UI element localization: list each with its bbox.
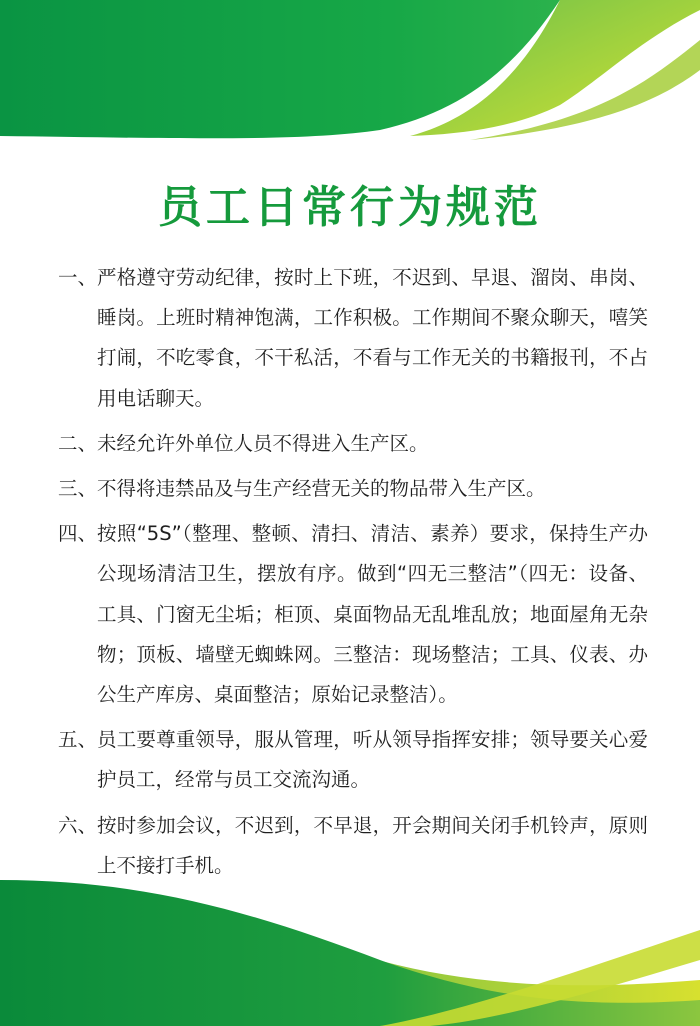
rule-number: 二、 [58, 431, 98, 455]
rule-item [58, 469, 648, 509]
rule-text: 员工要尊重领导，服从管理，听从领导指挥安排；领导要关心爱护员工，经常与员工交流沟通。 [97, 728, 648, 792]
rule-text: 未经允许外单位人员不得进入生产区。 [97, 431, 429, 455]
rule-number: 四、 [58, 522, 98, 546]
rule-item [58, 720, 648, 800]
rule-number: 五、 [58, 728, 98, 752]
rule-number: 六、 [58, 813, 98, 837]
top-green-wave-decoration [0, 0, 700, 150]
rule-text: 不得将违禁品及与生产经营无关的物品带入生产区。 [97, 477, 546, 501]
rule-text: 按照“5S”（整理、整顿、清扫、清洁、素养）要求，保持生产办公现场清洁卫生，摆放有序。做到“四无三整洁”（四无：设备、工具、门窗无尘垢；柜顶、桌面物品无乱堆乱放；地面屋角无杂物；顶板、墙壁无蜘蛛网。三整洁：现场整洁；工具、仪表、办公生产库房、桌面整洁；原始记录整洁）。 [97, 522, 648, 707]
poster-title: 员工日常行为规范 [158, 182, 542, 233]
rule-item [58, 424, 648, 464]
rule-text: 严格遵守劳动纪律，按时上下班，不迟到、早退、溜岗、串岗、睡岗。上班时精神饱满，工作积极。工作期间不聚众聊天，嘻笑打闹，不吃零食，不干私活，不看与工作无关的书籍报刊，不占用电话聊天。 [97, 266, 648, 410]
rule-text: 按时参加会议，不迟到，不早退，开会期间关闭手机铃声，原则上不接打手机。 [97, 813, 648, 877]
rule-item [58, 806, 648, 886]
rule-number: 三、 [58, 477, 98, 501]
rule-number: 一、 [58, 266, 98, 289]
rules-list [58, 258, 648, 891]
rule-item [58, 258, 648, 419]
rule-item [58, 514, 648, 715]
